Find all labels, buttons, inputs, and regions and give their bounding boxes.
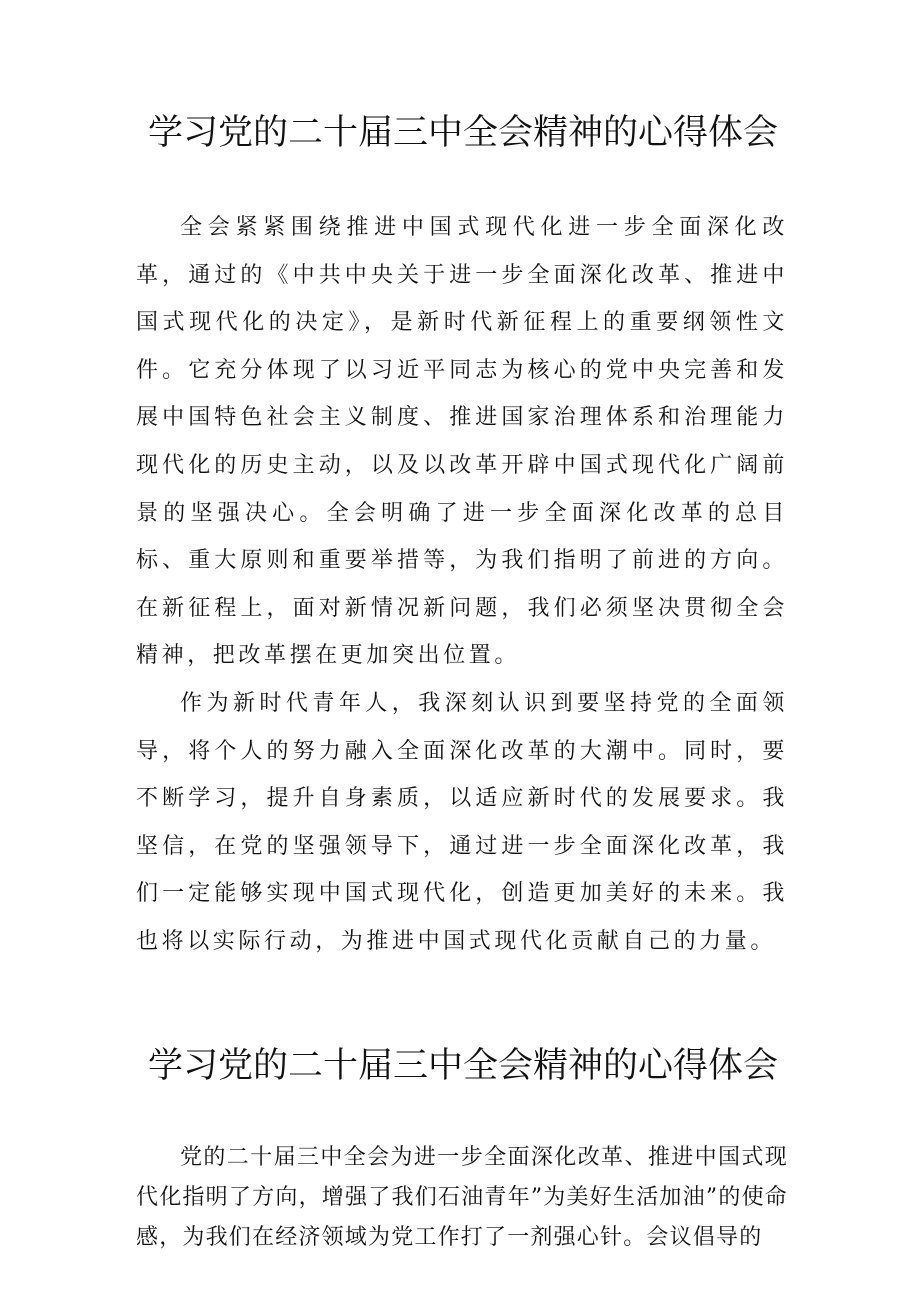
article-title: 学习党的二十届三中全会精神的心得体会 bbox=[148, 1045, 779, 1086]
paragraph: 作为新时代青年人，我深刻认识到要坚持党的全面领导，将个人的努力融入全面深化改革的大潮中。同时，要不断学习，提升自身素质，以适应新时代的发展要求。我坚信，在党的坚强领导下，通过进一步全面深化改革，我们一定能够实现中国式现代化，创造更加美好的未来。我也将以实际行动，为推进中国式现代化贡献自己的力量。 bbox=[136, 690, 788, 954]
article-section-1 bbox=[0, 113, 920, 966]
article-body bbox=[136, 1138, 788, 1258]
article-body bbox=[136, 204, 788, 966]
article-section-2 bbox=[0, 1046, 920, 1258]
paragraph: 党的二十届三中全会为进一步全面深化改革、推进中国式现代化指明了方向，增强了我们石油青年”为美好生活加油”的使命感，为我们在经济领域为党工作打了一剂强心针。会议倡导的 bbox=[136, 1144, 788, 1250]
paragraph: 全会紧紧围绕推进中国式现代化进一步全面深化改革，通过的《中共中央关于进一步全面深化改革、推进中国式现代化的决定》，是新时代新征程上的重要纲领性文件。它充分体现了以习近平同志为核心的党中央完善和发展中国特色社会主义制度、推进国家治理体系和治理能力现代化的历史主动，以及以改革开辟中国式现代化广阔前景的坚强决心。全会明确了进一步全面深化改革的总目标、重大原则和重要举措等，为我们指明了前进的方向。在新征程上，面对新情况新问题，我们必须坚决贯彻全会精神，把改革摆在更加突出位置。 bbox=[136, 215, 788, 669]
article-title: 学习党的二十届三中全会精神的心得体会 bbox=[148, 113, 779, 153]
